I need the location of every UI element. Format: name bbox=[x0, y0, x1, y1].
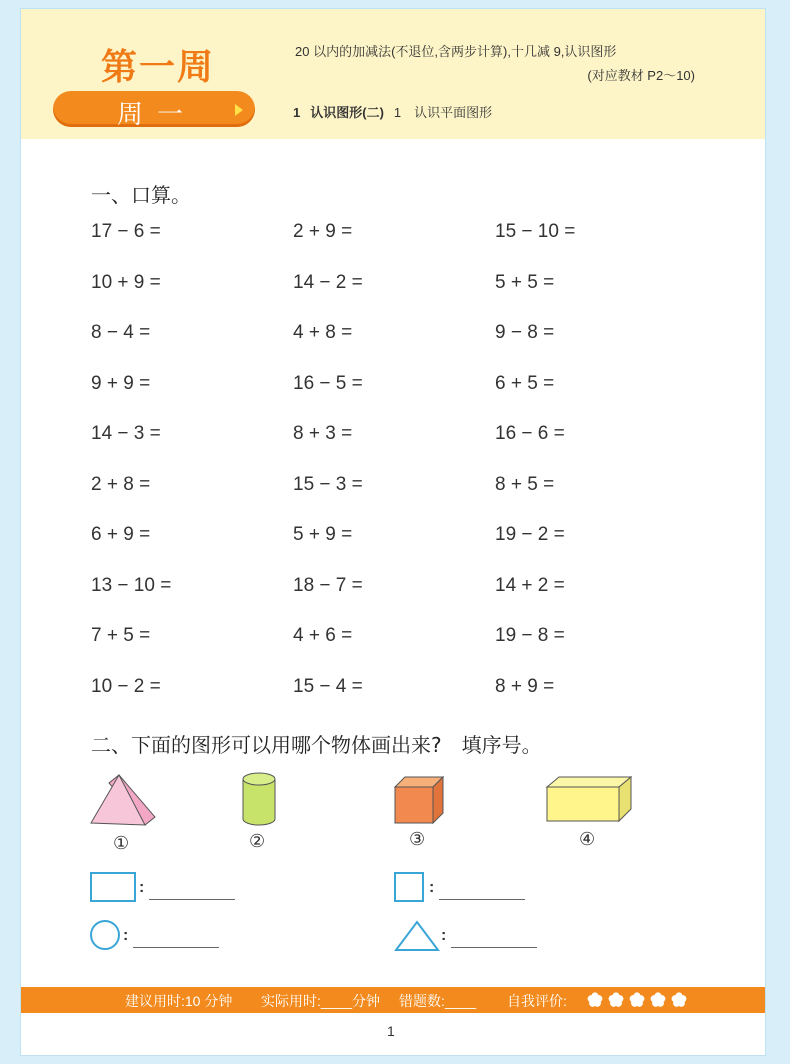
equation-item: 17 − 6 = bbox=[91, 221, 161, 242]
equation-item: 14 + 2 = bbox=[495, 574, 565, 596]
equation-item: 9 + 9 = bbox=[91, 372, 151, 394]
lesson-number: 1 bbox=[293, 105, 301, 120]
answer-blank-triangle[interactable] bbox=[451, 947, 537, 948]
equation-item: 19 − 2 = bbox=[495, 524, 565, 545]
label-3: ③ bbox=[409, 829, 426, 850]
cube-icon bbox=[393, 775, 445, 825]
page-header bbox=[21, 9, 765, 139]
answer-blank-rectangle[interactable] bbox=[149, 899, 235, 900]
equation-item: 10 + 9 = bbox=[91, 271, 161, 293]
flower-icon[interactable] bbox=[608, 992, 624, 1008]
worksheet-page bbox=[20, 8, 766, 1056]
day-pill bbox=[53, 91, 255, 130]
equation-item: 8 + 5 = bbox=[495, 473, 555, 495]
answer-blank-circle[interactable] bbox=[133, 947, 219, 948]
lesson-subtitle: 1 认识平面图形 bbox=[393, 105, 493, 120]
actual-time: 实际用时:____分钟 bbox=[261, 993, 381, 1009]
section-1-title: 一、口算。 bbox=[91, 183, 191, 207]
equation-item: 10 − 2 = bbox=[91, 675, 161, 697]
label-4: ④ bbox=[579, 829, 596, 850]
equation-item: 16 − 5 = bbox=[293, 372, 363, 394]
equation-item: 5 + 5 = bbox=[495, 271, 555, 293]
answer-blank-square[interactable] bbox=[439, 899, 525, 900]
rectangle-shape-icon bbox=[89, 871, 137, 903]
square-shape-icon bbox=[393, 871, 427, 905]
equation-item: 5 + 9 = bbox=[293, 524, 353, 545]
suggested-time: 建议用时:10 分钟 bbox=[125, 993, 233, 1009]
circle-shape-icon bbox=[89, 919, 123, 953]
lesson-line bbox=[293, 102, 492, 121]
equation-item: 13 − 10 = bbox=[91, 574, 172, 596]
equation-item: 2 + 8 = bbox=[91, 473, 151, 495]
equation-item: 18 − 7 = bbox=[293, 574, 363, 596]
flower-icon[interactable] bbox=[650, 992, 666, 1008]
textbook-reference: (对应教材 P2～10) bbox=[587, 68, 695, 83]
page-number: 1 bbox=[387, 1023, 395, 1039]
flower-icon[interactable] bbox=[629, 992, 645, 1008]
equation-item: 7 + 5 = bbox=[91, 625, 151, 646]
equation-item: 9 − 8 = bbox=[495, 322, 555, 343]
arrow-right-icon bbox=[235, 104, 243, 116]
triangle-shape-icon bbox=[393, 919, 441, 953]
day-label: 周一 bbox=[117, 100, 198, 130]
triangular-prism-icon bbox=[89, 771, 159, 827]
colon: : bbox=[429, 879, 435, 896]
self-evaluation: 自我评价: bbox=[507, 993, 567, 1009]
equation-item: 8 + 9 = bbox=[495, 675, 555, 697]
colon: : bbox=[139, 879, 145, 896]
topic-text: 20 以内的加减法(不退位,含两步计算),十几减 9,认识图形 bbox=[295, 44, 617, 59]
equation-item: 2 + 9 = bbox=[293, 221, 353, 242]
equation-item: 15 − 4 = bbox=[293, 675, 363, 697]
label-2: ② bbox=[249, 831, 266, 852]
equation-item: 4 + 6 = bbox=[293, 625, 353, 646]
equation-item: 4 + 8 = bbox=[293, 322, 353, 343]
lesson-title: 认识图形(二) bbox=[310, 105, 384, 120]
equation-item: 14 − 2 = bbox=[293, 271, 363, 293]
equation-item: 19 − 8 = bbox=[495, 625, 565, 646]
week-title: 第一周 bbox=[101, 47, 216, 88]
flower-icon[interactable] bbox=[671, 992, 687, 1008]
label-1: ① bbox=[113, 833, 130, 854]
equation-item: 16 − 6 = bbox=[495, 423, 565, 444]
equation-item: 8 − 4 = bbox=[91, 322, 151, 343]
equation-item: 14 − 3 = bbox=[91, 423, 161, 444]
error-count: 错题数:____ bbox=[399, 993, 477, 1009]
colon: : bbox=[123, 927, 129, 944]
equation-item: 6 + 5 = bbox=[495, 372, 555, 394]
section-2-title: 二、下面的图形可以用哪个物体画出来? 填序号。 bbox=[91, 733, 542, 757]
flower-icon[interactable] bbox=[587, 992, 603, 1008]
equation-item: 6 + 9 = bbox=[91, 524, 151, 545]
footer-bar bbox=[21, 987, 765, 1013]
equation-item: 8 + 3 = bbox=[293, 423, 353, 444]
cuboid-icon bbox=[545, 775, 633, 823]
colon: : bbox=[441, 927, 447, 944]
equation-item: 15 − 10 = bbox=[495, 221, 576, 242]
cylinder-icon bbox=[239, 771, 279, 827]
equation-item: 15 − 3 = bbox=[293, 473, 363, 495]
